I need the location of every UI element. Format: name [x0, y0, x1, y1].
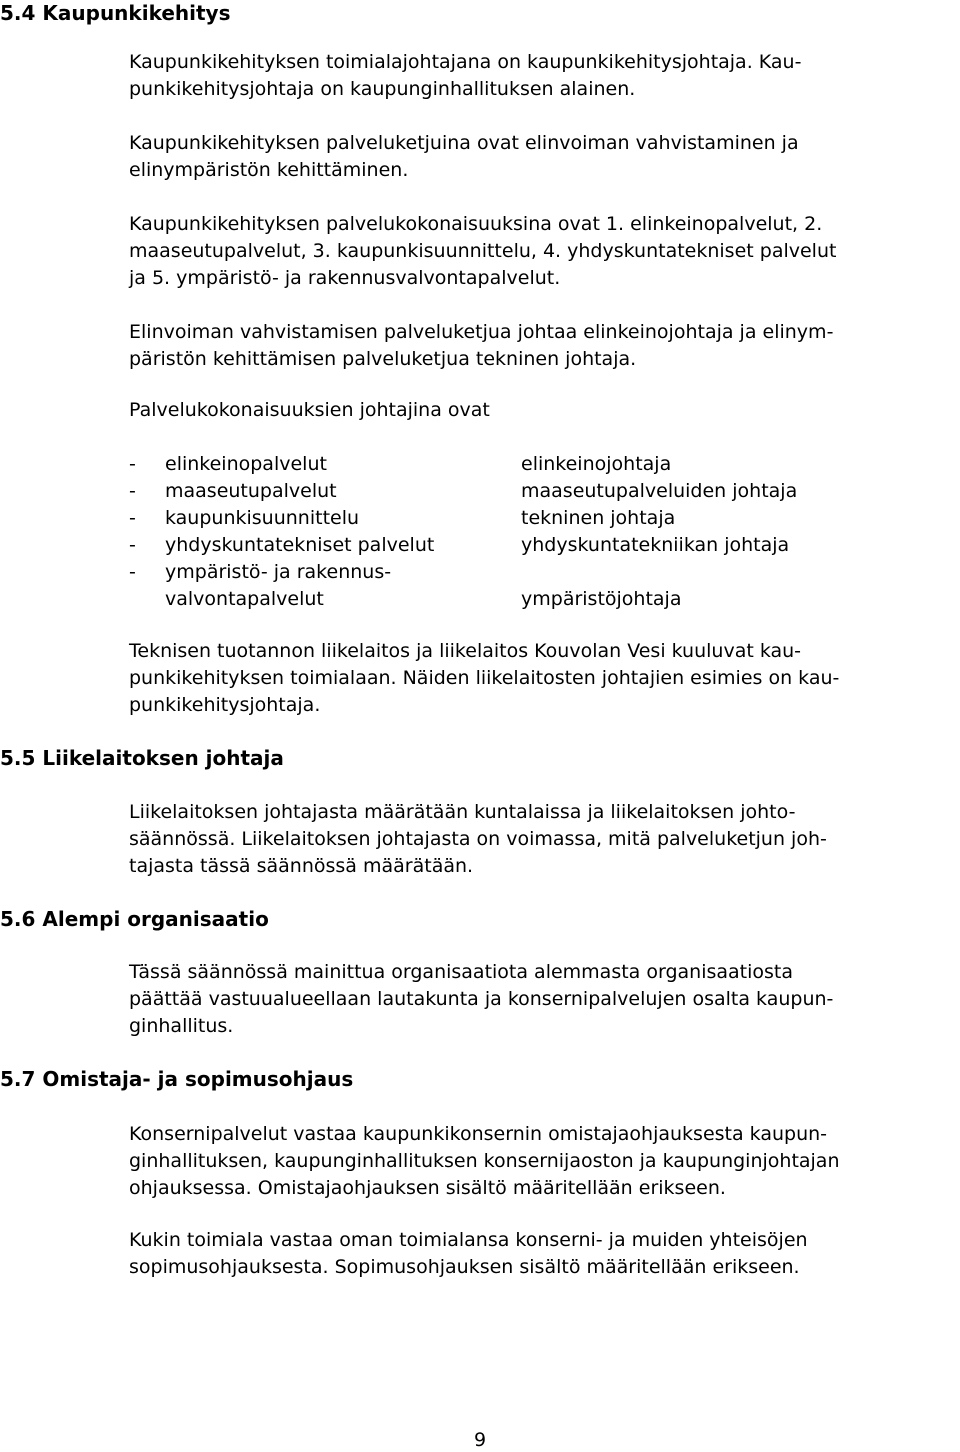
list-dash: - — [129, 561, 136, 583]
service-unit: ympäristö- ja rakennus- — [165, 561, 392, 583]
paragraph-alempi-organisaatio — [129, 959, 833, 1040]
manager-title: yhdyskuntatekniikan johtaja — [521, 534, 790, 556]
paragraph-johtajat-intro — [129, 397, 490, 424]
section-heading-5-5: 5.5 Liikelaitoksen johtaja — [0, 746, 284, 770]
text-line: maaseutupalvelut, 3. kaupunkisuunnittelu, 4. yhdyskuntatekniset palvelut — [129, 240, 837, 262]
text-line: Kaupunkikehityksen palveluketjuina ovat elinvoiman vahvistaminen ja — [129, 132, 799, 154]
text-line: Palvelukokonaisuuksien johtajina ovat — [129, 399, 490, 421]
text-line: ohjauksessa. Omistajaohjauksen sisältö määritellään erikseen. — [129, 1177, 726, 1199]
manager-title: tekninen johtaja — [521, 507, 676, 529]
page-number: 9 — [473, 1429, 487, 1451]
service-unit: yhdyskuntatekniset palvelut — [165, 534, 435, 556]
text-line: Kaupunkikehityksen toimialajohtajana on kaupunkikehitysjohtaja. Kau- — [129, 51, 802, 73]
text-line: Kaupunkikehityksen palvelukokonaisuuksina ovat 1. elinkeinopalvelut, 2. — [129, 213, 823, 235]
list-dash: - — [129, 480, 136, 502]
list-item — [129, 586, 889, 613]
text-line: päättää vastuualueellaan lautakunta ja konsernipalvelujen osalta kaupun- — [129, 988, 834, 1010]
text-line: Tässä säännössä mainittua organisaatiota alemmasta organisaatiosta — [129, 961, 794, 983]
text-line: Teknisen tuotannon liikelaitos ja liikelaitos Kouvolan Vesi kuuluvat kau- — [129, 640, 802, 662]
paragraph-palveluketjujen-johto — [129, 319, 833, 373]
text-line: punkikehityksen toimialaan. Näiden liikelaitosten johtajien esimies on kau- — [129, 667, 840, 689]
paragraph-omistajaohjaus — [129, 1121, 840, 1202]
section-heading-5-4: 5.4 Kaupunkikehitys — [0, 1, 231, 25]
list-dash: - — [129, 507, 136, 529]
list-item — [129, 559, 889, 586]
section-heading-5-6: 5.6 Alempi organisaatio — [0, 907, 269, 931]
paragraph-sopimusohjaus — [129, 1227, 808, 1281]
text-line: punkikehitysjohtaja on kaupunginhallituksen alainen. — [129, 78, 636, 100]
text-line: päristön kehittämisen palveluketjua tekninen johtaja. — [129, 348, 637, 370]
paragraph-liikelaitokset — [129, 638, 839, 719]
service-unit: maaseutupalvelut — [165, 480, 337, 502]
text-line: Kukin toimiala vastaa oman toimialansa konserni- ja muiden yhteisöjen — [129, 1229, 808, 1251]
list-dash: - — [129, 453, 136, 475]
text-line: sopimusohjauksesta. Sopimusohjauksen sisältö määritellään erikseen. — [129, 1256, 800, 1278]
list-item — [129, 505, 889, 532]
service-unit: kaupunkisuunnittelu — [165, 507, 360, 529]
paragraph-palvelukokonaisuudet — [129, 211, 836, 292]
manager-title: ympäristöjohtaja — [521, 588, 682, 610]
list-item — [129, 478, 889, 505]
text-line: ginhallituksen, kaupunginhallituksen konsernijaoston ja kaupunginjohtajan — [129, 1150, 840, 1172]
text-line: ja 5. ympäristö- ja rakennusvalvontapalvelut. — [129, 267, 561, 289]
list-dash — [129, 586, 165, 613]
service-unit: elinkeinopalvelut — [165, 453, 327, 475]
paragraph-palveluketjut — [129, 130, 799, 184]
text-line: tajasta tässä säännössä määrätään. — [129, 855, 474, 877]
text-line: ginhallitus. — [129, 1015, 234, 1037]
managers-list — [129, 451, 889, 613]
text-line: elinympäristön kehittäminen. — [129, 159, 409, 181]
paragraph-liikelaitoksen-johtaja — [129, 799, 827, 880]
text-line: punkikehitysjohtaja. — [129, 694, 321, 716]
list-dash: - — [129, 534, 136, 556]
manager-title: maaseutupalveluiden johtaja — [521, 480, 798, 502]
section-heading-5-7: 5.7 Omistaja- ja sopimusohjaus — [0, 1067, 354, 1091]
paragraph-toimialajohtaja — [129, 49, 801, 103]
service-unit: valvontapalvelut — [165, 588, 324, 610]
list-item — [129, 451, 889, 478]
text-line: säännössä. Liikelaitoksen johtajasta on voimassa, mitä palveluketjun joh- — [129, 828, 827, 850]
manager-title: elinkeinojohtaja — [521, 453, 672, 475]
text-line: Liikelaitoksen johtajasta määrätään kuntalaissa ja liikelaitoksen johto- — [129, 801, 796, 823]
text-line: Elinvoiman vahvistamisen palveluketjua johtaa elinkeinojohtaja ja elinym- — [129, 321, 834, 343]
list-item — [129, 532, 889, 559]
text-line: Konsernipalvelut vastaa kaupunkikonsernin omistajaohjauksesta kaupun- — [129, 1123, 828, 1145]
